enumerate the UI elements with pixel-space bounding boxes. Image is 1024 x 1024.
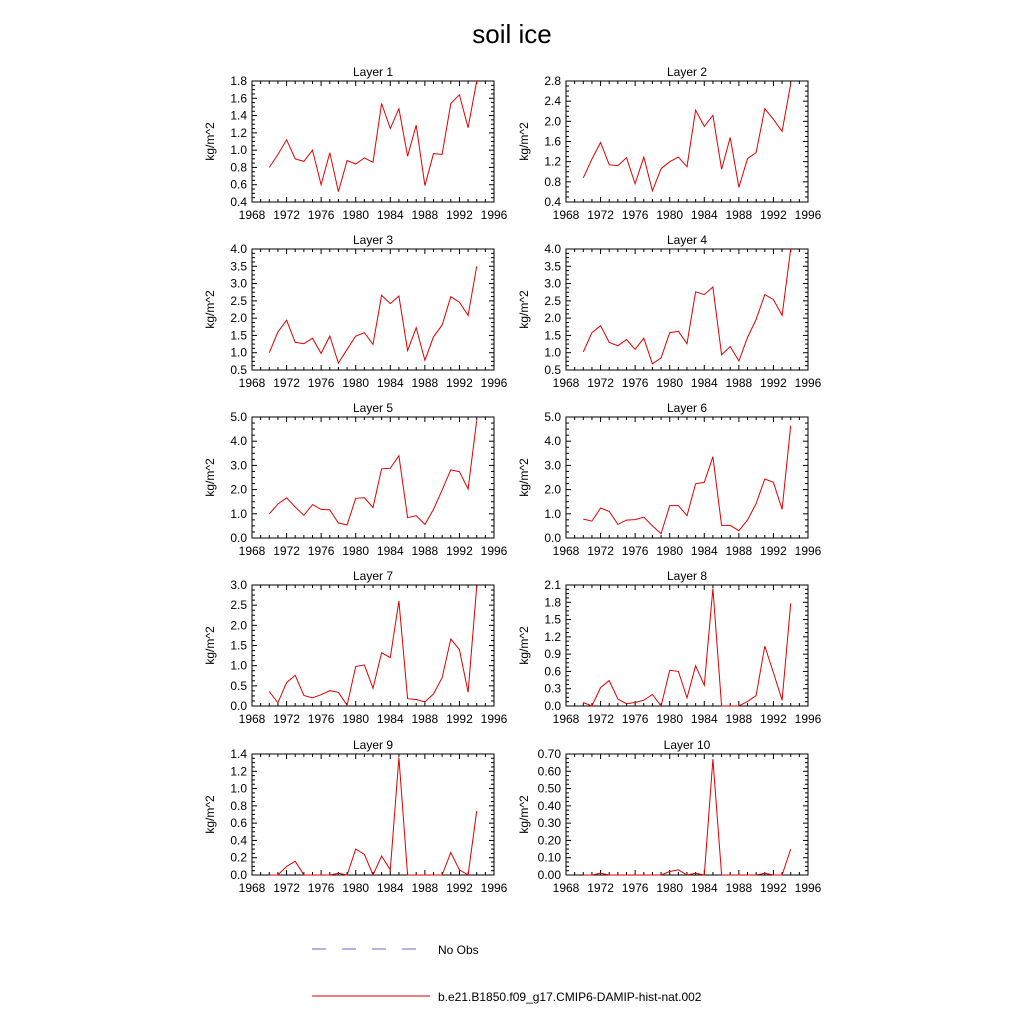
x-tick-label: 1968 — [238, 376, 266, 390]
y-tick-label: 1.0 — [230, 658, 247, 673]
plot-frame — [566, 81, 808, 202]
x-tick-label: 1992 — [760, 712, 787, 726]
x-tick-label: 1976 — [621, 544, 649, 558]
x-tick-label: 1972 — [587, 712, 614, 726]
y-tick-label: 1.4 — [230, 747, 247, 761]
x-tick-label: 1976 — [621, 881, 649, 895]
x-tick-label: 1972 — [273, 712, 300, 726]
series-line — [269, 266, 476, 363]
y-tick-label: 2.0 — [230, 618, 247, 633]
x-tick-label: 1972 — [273, 376, 300, 390]
y-tick-label: 0.30 — [537, 816, 561, 831]
y-tick-label: 3.5 — [230, 259, 247, 274]
x-tick-label: 1992 — [760, 208, 787, 222]
y-tick-label: 1.2 — [230, 125, 247, 140]
y-tick-label: 0.4 — [544, 195, 561, 209]
x-tick-label: 1992 — [760, 881, 787, 895]
y-tick-label: 5.0 — [544, 410, 561, 424]
panel-layer-1 — [203, 65, 508, 222]
plot-frame — [566, 249, 808, 370]
series-line — [583, 589, 790, 707]
x-tick-label: 1976 — [307, 712, 335, 726]
x-tick-label: 1988 — [411, 712, 439, 726]
y-axis-label: kg/m^2 — [203, 290, 217, 329]
x-tick-label: 1988 — [725, 376, 753, 390]
x-tick-label: 1996 — [794, 376, 822, 390]
y-tick-label: 1.0 — [230, 781, 247, 796]
x-tick-label: 1972 — [587, 544, 614, 558]
x-tick-label: 1980 — [656, 544, 684, 558]
x-tick-label: 1976 — [307, 208, 335, 222]
x-tick-label: 1992 — [446, 712, 473, 726]
x-tick-label: 1972 — [273, 544, 300, 558]
y-tick-label: 1.6 — [544, 134, 561, 149]
y-tick-label: 0.6 — [230, 177, 247, 192]
x-tick-label: 1984 — [376, 712, 404, 726]
plot-frame — [252, 81, 494, 202]
plot-frame — [566, 417, 808, 538]
y-tick-label: 1.5 — [230, 328, 247, 343]
x-tick-label: 1984 — [690, 376, 718, 390]
x-tick-label: 1980 — [342, 544, 370, 558]
x-tick-label: 1996 — [480, 881, 508, 895]
x-tick-label: 1980 — [656, 208, 684, 222]
panel-layer-2 — [517, 65, 822, 222]
y-tick-label: 0.5 — [544, 363, 561, 377]
x-tick-label: 1976 — [307, 544, 335, 558]
y-axis-label: kg/m^2 — [203, 795, 217, 834]
y-axis-label: kg/m^2 — [517, 458, 531, 497]
y-tick-label: 1.0 — [544, 345, 561, 360]
y-tick-label: 1.0 — [544, 506, 561, 521]
x-tick-label: 1996 — [794, 544, 822, 558]
x-tick-label: 1968 — [238, 544, 266, 558]
y-tick-label: 2.0 — [230, 482, 247, 497]
x-tick-label: 1976 — [307, 376, 335, 390]
y-tick-label: 3.0 — [230, 458, 247, 473]
x-tick-label: 1976 — [621, 712, 649, 726]
plot-frame — [252, 754, 494, 875]
panel-layer-8 — [517, 569, 822, 726]
y-tick-label: 1.6 — [230, 91, 247, 106]
x-tick-label: 1996 — [480, 376, 508, 390]
y-tick-label: 2.1 — [544, 578, 561, 592]
panel-title: Layer 6 — [666, 401, 708, 415]
y-axis-label: kg/m^2 — [517, 795, 531, 834]
y-tick-label: 0.2 — [230, 850, 247, 865]
series-line — [269, 81, 476, 192]
y-tick-label: 0.10 — [537, 850, 561, 865]
x-tick-label: 1984 — [690, 208, 718, 222]
x-tick-label: 1968 — [552, 208, 580, 222]
legend — [312, 943, 702, 1004]
y-tick-label: 2.5 — [544, 293, 561, 308]
x-tick-label: 1988 — [411, 376, 439, 390]
y-tick-label: 3.0 — [230, 276, 247, 291]
y-tick-label: 4.0 — [544, 242, 561, 256]
y-tick-label: 1.0 — [230, 345, 247, 360]
y-tick-label: 3.0 — [230, 578, 247, 592]
y-tick-label: 0.3 — [544, 681, 561, 696]
y-tick-label: 0.9 — [544, 647, 561, 662]
plot-frame — [566, 754, 808, 875]
y-tick-label: 2.4 — [544, 94, 561, 109]
x-tick-label: 1988 — [725, 544, 753, 558]
y-tick-label: 3.0 — [544, 276, 561, 291]
y-tick-label: 2.8 — [544, 74, 561, 88]
y-axis-label: kg/m^2 — [517, 290, 531, 329]
x-tick-label: 1988 — [725, 881, 753, 895]
x-tick-label: 1988 — [411, 544, 439, 558]
y-tick-label: 0.60 — [537, 764, 561, 779]
panel-title: Layer 3 — [352, 233, 394, 247]
y-tick-label: 0.4 — [230, 833, 247, 848]
y-tick-label: 0.8 — [544, 174, 561, 189]
y-tick-label: 0.0 — [230, 699, 247, 713]
x-tick-label: 1976 — [307, 881, 335, 895]
y-tick-label: 2.0 — [230, 311, 247, 326]
series-line — [269, 587, 476, 706]
y-axis-label: kg/m^2 — [203, 458, 217, 497]
legend-model-label: b.e21.B1850.f09_g17.CMIP6-DAMIP-hist-nat.002 — [438, 990, 702, 1004]
y-tick-label: 1.0 — [230, 143, 247, 158]
y-tick-label: 1.5 — [544, 612, 561, 627]
y-tick-label: 0.6 — [544, 664, 561, 679]
x-tick-label: 1992 — [446, 208, 473, 222]
x-tick-label: 1984 — [690, 544, 718, 558]
y-tick-label: 0.6 — [230, 816, 247, 831]
series-line — [583, 426, 790, 534]
x-tick-label: 1992 — [446, 376, 473, 390]
panel-title: Layer 2 — [666, 65, 708, 79]
y-tick-label: 4.0 — [230, 434, 247, 449]
x-tick-label: 1984 — [376, 208, 404, 222]
y-tick-label: 1.2 — [230, 764, 247, 779]
y-tick-label: 0.8 — [230, 798, 247, 813]
panel-title: Layer 10 — [663, 738, 711, 752]
y-tick-label: 1.5 — [544, 328, 561, 343]
panel-layer-6 — [517, 401, 822, 558]
x-tick-label: 1980 — [342, 376, 370, 390]
x-tick-label: 1992 — [760, 544, 787, 558]
x-tick-label: 1980 — [342, 712, 370, 726]
legend-no-obs-label: No Obs — [438, 943, 479, 957]
y-tick-label: 0.00 — [537, 868, 561, 882]
y-tick-label: 0.0 — [230, 531, 247, 545]
x-tick-label: 1992 — [760, 376, 787, 390]
x-tick-label: 1968 — [552, 712, 580, 726]
plot-frame — [566, 585, 808, 706]
x-tick-label: 1988 — [411, 208, 439, 222]
series-line — [583, 249, 790, 364]
x-tick-label: 1972 — [273, 881, 300, 895]
y-tick-label: 2.0 — [544, 482, 561, 497]
x-tick-label: 1984 — [376, 544, 404, 558]
panel-layer-9 — [203, 738, 508, 895]
y-axis-label: kg/m^2 — [517, 122, 531, 161]
x-tick-label: 1972 — [587, 208, 614, 222]
y-tick-label: 1.8 — [230, 74, 247, 88]
x-tick-label: 1996 — [794, 881, 822, 895]
figure-title: soil ice — [472, 19, 552, 49]
y-tick-label: 1.5 — [230, 638, 247, 653]
y-tick-label: 0.0 — [544, 531, 561, 545]
plot-frame — [252, 249, 494, 370]
panel-title: Layer 8 — [666, 569, 708, 583]
y-axis-label: kg/m^2 — [517, 626, 531, 665]
y-tick-label: 4.0 — [230, 242, 247, 256]
plot-frame — [252, 417, 494, 538]
x-tick-label: 1984 — [376, 881, 404, 895]
x-tick-label: 1968 — [552, 376, 580, 390]
x-tick-label: 1980 — [342, 208, 370, 222]
panel-title: Layer 9 — [352, 738, 394, 752]
x-tick-label: 1980 — [656, 712, 684, 726]
x-tick-label: 1968 — [552, 544, 580, 558]
y-tick-label: 2.0 — [544, 114, 561, 129]
x-tick-label: 1984 — [376, 376, 404, 390]
x-tick-label: 1996 — [480, 208, 508, 222]
x-tick-label: 1968 — [552, 881, 580, 895]
y-tick-label: 1.2 — [544, 154, 561, 169]
y-tick-label: 0.0 — [230, 868, 247, 882]
y-tick-label: 0.8 — [230, 160, 247, 175]
panel-layer-7 — [203, 569, 508, 726]
x-tick-label: 1996 — [480, 544, 508, 558]
y-tick-label: 1.0 — [230, 506, 247, 521]
series-line — [583, 759, 790, 875]
x-tick-label: 1988 — [725, 712, 753, 726]
x-tick-label: 1976 — [621, 376, 649, 390]
panel-layer-3 — [203, 233, 508, 390]
x-tick-label: 1980 — [656, 881, 684, 895]
panel-layer-10 — [517, 738, 822, 895]
y-tick-label: 0.5 — [230, 678, 247, 693]
x-tick-label: 1996 — [794, 208, 822, 222]
x-tick-label: 1976 — [621, 208, 649, 222]
y-tick-label: 3.5 — [544, 259, 561, 274]
x-tick-label: 1972 — [273, 208, 300, 222]
panel-layer-4 — [517, 233, 822, 390]
x-tick-label: 1992 — [446, 544, 473, 558]
x-tick-label: 1968 — [238, 881, 266, 895]
y-tick-label: 5.0 — [230, 410, 247, 424]
y-tick-label: 2.5 — [230, 598, 247, 613]
panel-title: Layer 1 — [352, 65, 394, 79]
x-tick-label: 1984 — [690, 881, 718, 895]
x-tick-label: 1968 — [238, 208, 266, 222]
x-tick-label: 1988 — [725, 208, 753, 222]
x-tick-label: 1972 — [587, 881, 614, 895]
y-tick-label: 0.4 — [230, 195, 247, 209]
y-tick-label: 0.50 — [537, 781, 561, 796]
x-tick-label: 1996 — [794, 712, 822, 726]
y-tick-label: 4.0 — [544, 434, 561, 449]
x-tick-label: 1980 — [342, 881, 370, 895]
panel-title: Layer 5 — [352, 401, 394, 415]
series-line — [269, 758, 476, 876]
y-tick-label: 1.8 — [544, 595, 561, 610]
y-tick-label: 3.0 — [544, 458, 561, 473]
x-tick-label: 1980 — [656, 376, 684, 390]
y-tick-label: 0.20 — [537, 833, 561, 848]
x-tick-label: 1992 — [446, 881, 473, 895]
panel-title: Layer 4 — [666, 233, 708, 247]
panel-layer-5 — [203, 401, 508, 558]
x-tick-label: 1996 — [480, 712, 508, 726]
y-tick-label: 1.4 — [230, 108, 247, 123]
series-line — [583, 84, 790, 191]
y-tick-label: 0.40 — [537, 798, 561, 813]
x-tick-label: 1972 — [587, 376, 614, 390]
y-tick-label: 1.2 — [544, 629, 561, 644]
y-tick-label: 2.0 — [544, 311, 561, 326]
panel-title: Layer 7 — [352, 569, 394, 583]
y-tick-label: 0.5 — [230, 363, 247, 377]
y-axis-label: kg/m^2 — [203, 626, 217, 665]
x-tick-label: 1984 — [690, 712, 718, 726]
series-line — [269, 420, 476, 525]
y-tick-label: 2.5 — [230, 293, 247, 308]
y-axis-label: kg/m^2 — [203, 122, 217, 161]
panels — [203, 65, 822, 895]
y-tick-label: 0.0 — [544, 699, 561, 713]
x-tick-label: 1988 — [411, 881, 439, 895]
x-tick-label: 1968 — [238, 712, 266, 726]
y-tick-label: 0.70 — [537, 747, 561, 761]
